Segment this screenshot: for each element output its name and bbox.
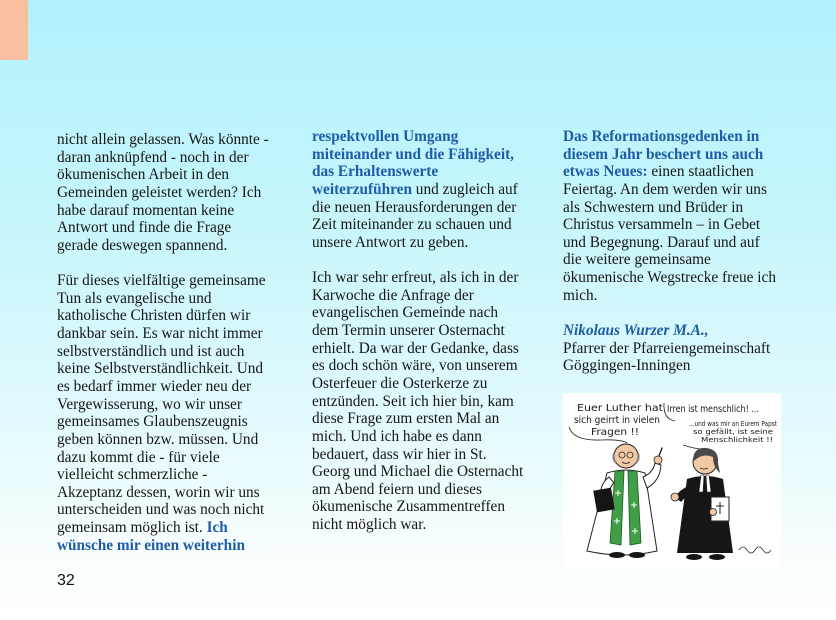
paragraph xyxy=(57,272,287,554)
bubble-text: ...und was mir an Eurem Papst xyxy=(689,420,778,428)
bubble-text: sich geirrt in vielen xyxy=(574,415,660,426)
column-3 xyxy=(563,128,793,375)
text-line xyxy=(57,431,287,449)
text-line xyxy=(312,199,542,217)
text-line xyxy=(57,519,287,537)
text-line xyxy=(563,357,793,375)
priest-hand xyxy=(654,456,662,464)
text-line xyxy=(57,237,287,255)
left-speech-bubble xyxy=(569,403,663,443)
text-line xyxy=(312,128,542,146)
text-line xyxy=(312,498,542,516)
page-number: 32 xyxy=(57,572,75,589)
bubble-text: so gefällt, ist seine xyxy=(693,428,773,436)
body-text: ökumenische Zusammentreffen xyxy=(312,498,505,516)
text-line xyxy=(57,290,287,308)
text-line xyxy=(563,322,793,340)
text-line xyxy=(312,304,542,322)
highlight-text: respektvollen Umgang xyxy=(312,128,459,145)
text-line xyxy=(57,325,287,343)
text-line xyxy=(563,269,793,287)
text-line xyxy=(57,307,287,325)
body-text: die weitere gemeinsame xyxy=(563,251,711,269)
text-line xyxy=(312,481,542,499)
body-text: habe darauf momentan keine xyxy=(57,201,235,219)
body-text: Antwort und finde die Frage xyxy=(57,219,232,237)
text-line xyxy=(312,181,542,199)
text-line xyxy=(563,181,793,199)
paragraph xyxy=(312,128,542,251)
text-line xyxy=(57,219,287,237)
bubble-text: Fragen !! xyxy=(591,427,639,438)
text-line xyxy=(312,410,542,428)
text-line xyxy=(312,516,542,534)
body-text: keine Selbstverständlichkeit. Und xyxy=(57,360,264,378)
text-line xyxy=(312,234,542,252)
body-text: Christus versammeln – in Gebet xyxy=(563,216,761,234)
body-text: entzünden. Seit ich hier bin, kam xyxy=(312,392,514,410)
text-line xyxy=(312,357,542,375)
text-line xyxy=(57,166,287,184)
body-text: katholische Christen dürfen wir xyxy=(57,307,251,325)
text-line xyxy=(312,446,542,464)
bubble-text: Irren ist menschlich! ... xyxy=(667,404,759,415)
text-line xyxy=(57,413,287,431)
body-text: Tun als evangelische und xyxy=(57,289,212,307)
text-line xyxy=(563,287,793,305)
priest-figure xyxy=(587,444,662,558)
body-text: evangelischen Gemeinde nach xyxy=(312,304,499,322)
priest-shoe xyxy=(629,552,645,558)
body-text: dem Termin unserer Osternacht xyxy=(312,322,505,340)
body-text: mich. xyxy=(563,286,598,304)
right-speech-bubble xyxy=(664,403,777,449)
text-line xyxy=(57,378,287,396)
text-line xyxy=(312,322,542,340)
bubble-text: Euer Luther hat xyxy=(577,403,664,414)
text-line xyxy=(312,393,542,411)
body-text: als Schwestern und Brüder in xyxy=(563,198,744,216)
column-1 xyxy=(57,131,287,554)
body-text: Karwoche die Anfrage der xyxy=(312,286,474,304)
text-line xyxy=(57,131,287,149)
highlight-text: diesem Jahr beschert uns auch xyxy=(563,145,764,163)
pastor-figure xyxy=(671,448,733,560)
text-line xyxy=(312,463,542,481)
body-text: unsere Antwort zu geben. xyxy=(312,233,469,251)
body-text: daran anknüpfend - noch in der xyxy=(57,148,249,166)
body-text: dazu kommt die - für viele xyxy=(57,448,220,466)
paragraph xyxy=(563,322,793,375)
column-2 xyxy=(312,128,542,534)
text-line xyxy=(57,466,287,484)
text-line xyxy=(312,375,542,393)
text-line xyxy=(563,163,793,181)
text-line xyxy=(312,146,542,164)
pastor-hand xyxy=(710,509,717,516)
cartoon-drawing xyxy=(563,393,781,567)
text-line xyxy=(312,287,542,305)
text-line xyxy=(563,234,793,252)
body-text: es doch schön wäre, von unserem xyxy=(312,357,518,375)
body-text: unterscheiden und was noch nicht xyxy=(57,501,265,519)
body-text: vielleicht schmerzliche - xyxy=(57,466,208,484)
body-text: Akzeptanz dessen, worin wir uns xyxy=(57,483,260,501)
priest-raised-arm xyxy=(643,463,661,488)
text-line xyxy=(312,340,542,358)
cartoon-illustration xyxy=(563,393,781,567)
body-text: Vergewisserung, wo wir unser xyxy=(57,395,242,413)
corner-tab xyxy=(0,0,28,60)
highlight-text: etwas Neues: xyxy=(563,163,648,181)
body-text: Göggingen-Inningen xyxy=(563,357,691,375)
highlight-text: wünsche mir einen weiterhin xyxy=(57,536,245,554)
paragraph xyxy=(57,131,287,254)
text-line xyxy=(57,360,287,378)
text-line xyxy=(57,449,287,467)
body-text: Georg und Michael die Osternacht xyxy=(312,463,524,481)
body-text: bedauert, dass wir hier in St. xyxy=(312,445,487,463)
body-text: geben können bzw. müssen. Und xyxy=(57,430,259,448)
text-line xyxy=(57,343,287,361)
text-line xyxy=(57,202,287,220)
highlight-text: weiterzuführen xyxy=(312,180,412,198)
pastor-shoe xyxy=(686,554,702,560)
body-text: selbstverständlich und ist auch xyxy=(57,342,245,360)
author-name: Nikolaus Wurzer M.A., xyxy=(563,322,709,340)
text-line xyxy=(563,199,793,217)
highlight-text: Das Reformationsgedenken in xyxy=(563,128,760,145)
highlight-text: miteinander und die Fähigkeit, xyxy=(312,145,515,163)
body-text: gerade deswegen spannend. xyxy=(57,236,228,254)
text-line xyxy=(57,272,287,290)
body-text: dankbar sein. Es war nicht immer xyxy=(57,325,263,343)
black-book-icon xyxy=(593,488,615,513)
body-text: die neuen Herausforderungen der xyxy=(312,198,517,216)
paragraph xyxy=(563,128,793,304)
text-line xyxy=(57,537,287,555)
body-text: gemeinsam möglich ist. xyxy=(57,519,207,537)
body-text: Für dieses vielfältige gemeinsame xyxy=(57,272,266,290)
body-text: Osterfeuer die Osterkerze zu xyxy=(312,374,488,392)
text-line xyxy=(563,251,793,269)
text-line xyxy=(312,163,542,181)
text-line xyxy=(563,216,793,234)
body-text: Pfarrer der Pfarreiengemeinschaft xyxy=(563,339,771,357)
text-line xyxy=(563,146,793,164)
body-text: Gemeinden geleistet werden? Ich xyxy=(57,183,262,201)
body-text: erhielt. Da war der Gedanke, dass xyxy=(312,339,519,357)
body-text: gemeinsames Glaubenszeugnis xyxy=(57,413,248,431)
text-line xyxy=(57,396,287,414)
highlight-text: Ich xyxy=(206,519,228,537)
body-text: und Begegnung. Darauf und auf xyxy=(563,233,760,251)
pointing-finger xyxy=(659,448,662,456)
body-text: nicht möglich war. xyxy=(312,516,427,534)
body-text: diese Frage zum ersten Mal an xyxy=(312,410,500,428)
priest-head xyxy=(614,444,638,468)
text-line xyxy=(563,128,793,146)
highlight-text: das Erhaltenswerte xyxy=(312,163,439,181)
text-line xyxy=(563,340,793,358)
body-text: Ich war sehr erfreut, als ich in der xyxy=(312,269,519,287)
priest-shoe xyxy=(609,552,625,558)
text-line xyxy=(312,269,542,287)
bubble-text: Menschlichkeit !! xyxy=(701,436,773,444)
text-line xyxy=(312,216,542,234)
text-line xyxy=(57,501,287,519)
body-text: und zugleich auf xyxy=(411,180,518,198)
body-text: ökumenischen Arbeit in den xyxy=(57,166,230,184)
body-text: am Abend feiern und dieses xyxy=(312,480,482,498)
body-text: nicht allein gelassen. Was könnte - xyxy=(57,131,269,148)
pastor-hand xyxy=(671,493,679,501)
body-text: Feiertag. An dem werden wir uns xyxy=(563,180,767,198)
body-text: mich. Und ich habe es dann xyxy=(312,427,482,445)
artist-signature xyxy=(739,547,771,553)
paragraph xyxy=(312,269,542,534)
body-text: einen staatlichen xyxy=(647,163,754,181)
text-line xyxy=(57,149,287,167)
pastor-shoe xyxy=(709,554,725,560)
text-line xyxy=(57,184,287,202)
body-text: Zeit miteinander zu schauen und xyxy=(312,216,512,234)
body-text: es bedarf immer wieder neu der xyxy=(57,377,252,395)
text-line xyxy=(57,484,287,502)
body-text: ökumenische Wegstrecke freue ich xyxy=(563,269,776,287)
text-line xyxy=(312,428,542,446)
